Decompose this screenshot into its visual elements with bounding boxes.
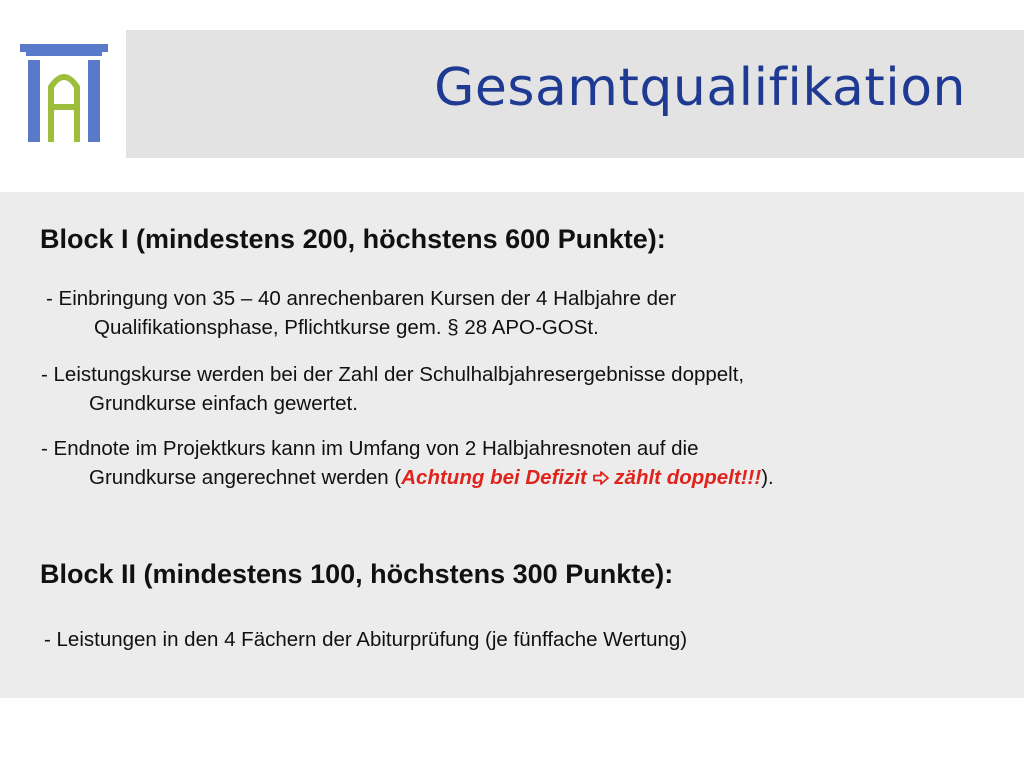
- warning-text-1: Achtung bei Defizit: [401, 466, 587, 489]
- block-1-bullet-1: [46, 284, 676, 342]
- bullet-line: - Leistungskurse werden bei der Zahl der Schulhalbjahresergebnisse doppelt,: [41, 363, 745, 386]
- bullet-line: - Endnote im Projektkurs kann im Umfang von 2 Halbjahresnoten auf die: [41, 437, 699, 460]
- arrow-right-outline-icon: [593, 464, 609, 493]
- bullet-line: - Leistungen in den 4 Fächern der Abiturprüfung (je fünffache Wertung): [44, 628, 688, 651]
- page-title: Gesamtqualifikation: [434, 58, 966, 118]
- bullet-line: - Einbringung von 35 – 40 anrechenbaren Kursen der 4 Halbjahre der: [46, 287, 677, 310]
- bullet-line: Qualifikationsphase, Pflichtkurse gem. § 28 APO-GOSt.: [94, 316, 599, 339]
- defizit-warning: [401, 466, 761, 489]
- arch-logo-icon: [14, 40, 114, 148]
- warning-text-2: zählt doppelt!!!: [614, 466, 762, 489]
- bullet-line: [41, 463, 774, 493]
- block-1-bullet-2: [41, 360, 744, 418]
- block-2-heading: Block II (mindestens 100, höchstens 300 Punkte):: [40, 559, 674, 589]
- bullet-line: Grundkurse einfach gewertet.: [89, 392, 358, 415]
- bullet-text-prefix: Grundkurse angerechnet werden (: [89, 466, 402, 489]
- block-1-bullet-3: [41, 434, 774, 493]
- block-2-bullet-1: [44, 625, 687, 654]
- school-logo: [14, 40, 114, 148]
- block-1-heading: Block I (mindestens 200, höchstens 600 Punkte):: [40, 224, 666, 254]
- bullet-text-suffix: ).: [761, 466, 774, 489]
